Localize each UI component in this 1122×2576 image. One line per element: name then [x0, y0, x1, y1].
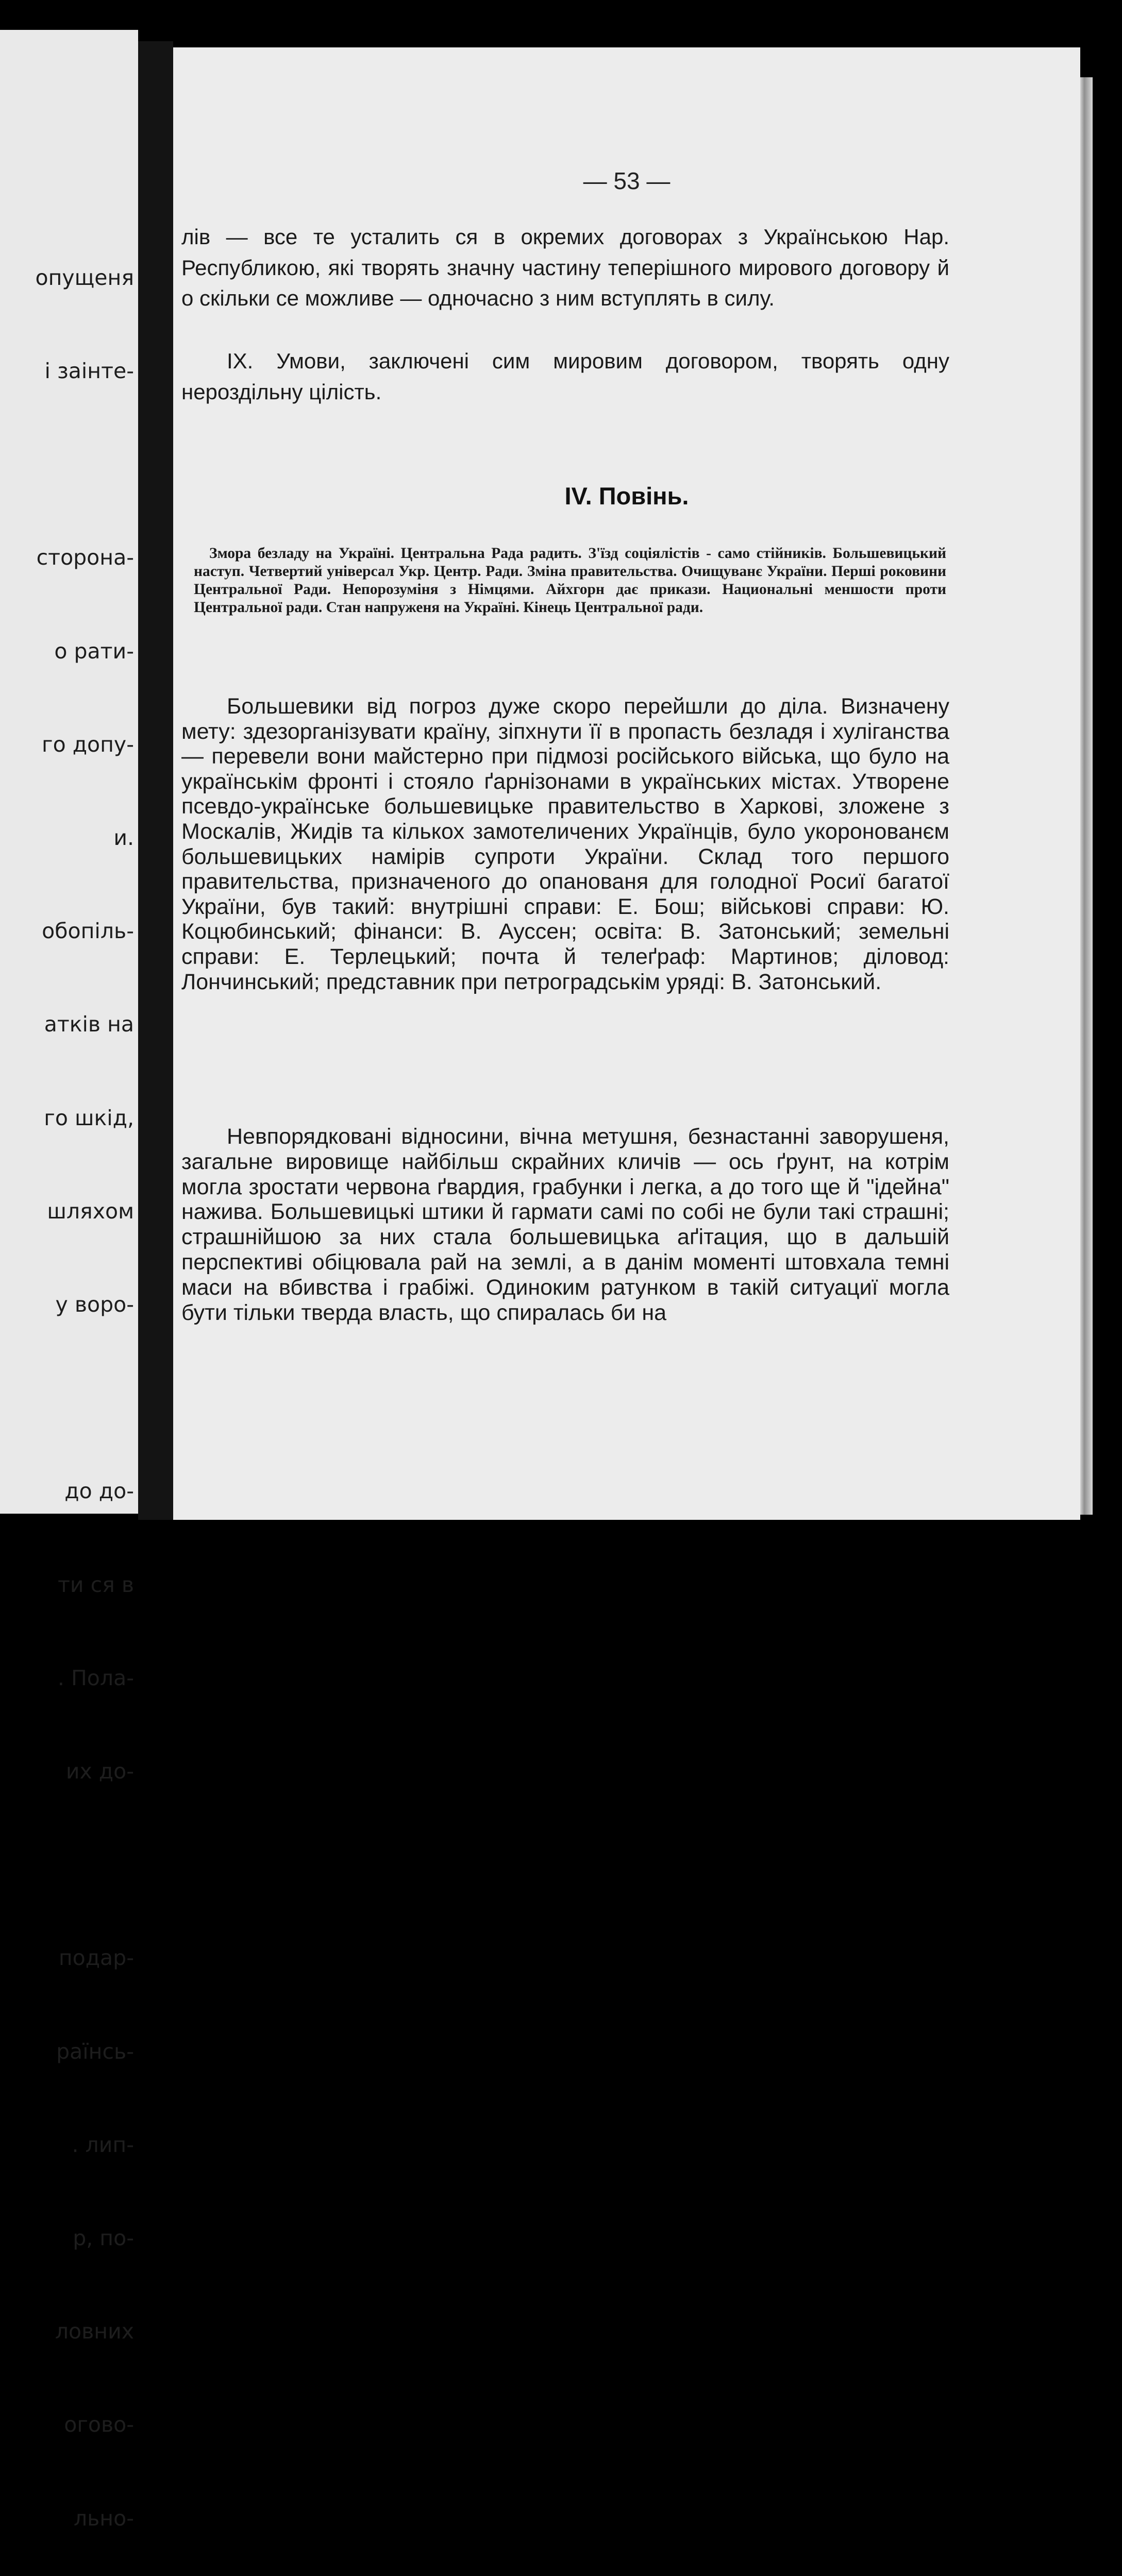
left-line: . Пола-: [57, 1665, 134, 1690]
left-line: [2, 1849, 134, 1880]
body-paragraph: Большевики від погроз дуже скоро перейшли до діла. Визначену мету: здезорганізувати країну, зіпхнути її в пропасть безладя і хуліганства — перевели вони майстерно при підмозі російського війська, що було на українськім фронті і стояло ґарнізонами в українських містах. Утворене псевдо-українське большевицьке правительство в Харкові, зложене з Москалів, Жидів та кількох замотеличених Українців, було укоронованєм большевицьких намірів супроти України. Склад того першого правительства, призначеного до опанованя для голодної Росиї багатої України, був такий: внутрішні справи: Е. Бош; військові справи: Ю. Коцюбинський; фінанси: В. Аусcен; освіта: В. Затонський; земельні справи: Е. Терлецький; почта й телеґраф: Мартинов; діловод: Лончинський; представник при петроградськім уряді: В. Затонський.: [181, 694, 949, 994]
left-line: атків на: [44, 1012, 134, 1037]
article-ix-paragraph: ІХ. Умови, заключені сим мировим договором, творять одну нероздільну цілість.: [181, 349, 949, 404]
left-line: [2, 449, 134, 480]
left-line: ти ся в: [58, 1572, 134, 1597]
left-line: подар-: [58, 1945, 134, 1971]
section-heading: IV. Повінь.: [564, 482, 689, 510]
left-line: до до-: [64, 1479, 134, 1504]
left-line: . лип-: [72, 2132, 134, 2157]
left-line: го шкід,: [44, 1105, 134, 1130]
left-line: раїнсь-: [56, 2039, 134, 2064]
left-line: опущеня: [35, 265, 134, 290]
left-line: их до-: [65, 1759, 134, 1784]
left-line: го допу-: [42, 732, 134, 757]
left-line: у воро-: [55, 1292, 134, 1317]
left-line: ловних: [55, 2319, 134, 2344]
left-line: льно-: [73, 2505, 134, 2531]
previous-page-text: [2, 200, 138, 2576]
left-line: и.: [113, 825, 134, 851]
left-line: [2, 1382, 134, 1413]
body-paragraph: Невпорядковані відносини, вічна метушня, безнастанні заворушеня, загальне вировище найбільш скрайних кличів — ось ґрунт, на котрім могла зростати червона ґвардия, грабунки і легка, а до того ще й "ідейна" нажива. Большевицькі штики й гармати самі по собі не були такі страшні; страшнійшою за них стала большевицька аґітация, що в дальшій перспективі обіцювала рай на землі, а в данім моменті штовхала темні маси на вбивства і грабіжі. Одиноким ратунком в такій ситуациї могла бути тільки тверда власть, що спиралась би на: [181, 1124, 949, 1325]
previous-page-strip: [0, 30, 138, 2531]
book-gutter: [138, 41, 173, 1520]
left-line: і заінте-: [44, 359, 134, 384]
left-line: обопіль-: [42, 919, 134, 944]
left-line: р, по-: [73, 2226, 134, 2251]
section-summary: Змора безладу на Україні. Центральна Рада радить. З'їзд соціялістів - само стійників. Большевицький наступ. Четвертий універсал Укр. Центр. Ради. Зміна правительства. Очищуванє України. Перші роковини Центральної Ради. Непорозуміня з Німцями. Айхгорн дає прикази. Национальні меншости проти Центральної ради. Стан напруженя на Україні. Кінець Центральної ради.: [194, 545, 946, 616]
left-line: шляхом: [47, 1198, 134, 1224]
book-page: [173, 47, 1080, 1520]
left-line: огово-: [64, 2412, 134, 2437]
left-line: сторона-: [36, 545, 134, 570]
continuation-paragraph: лів — все те усталить ся в окремих договорах з Українською Нар. Республикою, які творять значну частину теперішного мирового договору й о скільки се можливе — одночасно з ним вступлять в силу.: [181, 225, 949, 310]
left-line: о рати-: [54, 638, 134, 664]
page-number: — 53 —: [583, 167, 671, 194]
